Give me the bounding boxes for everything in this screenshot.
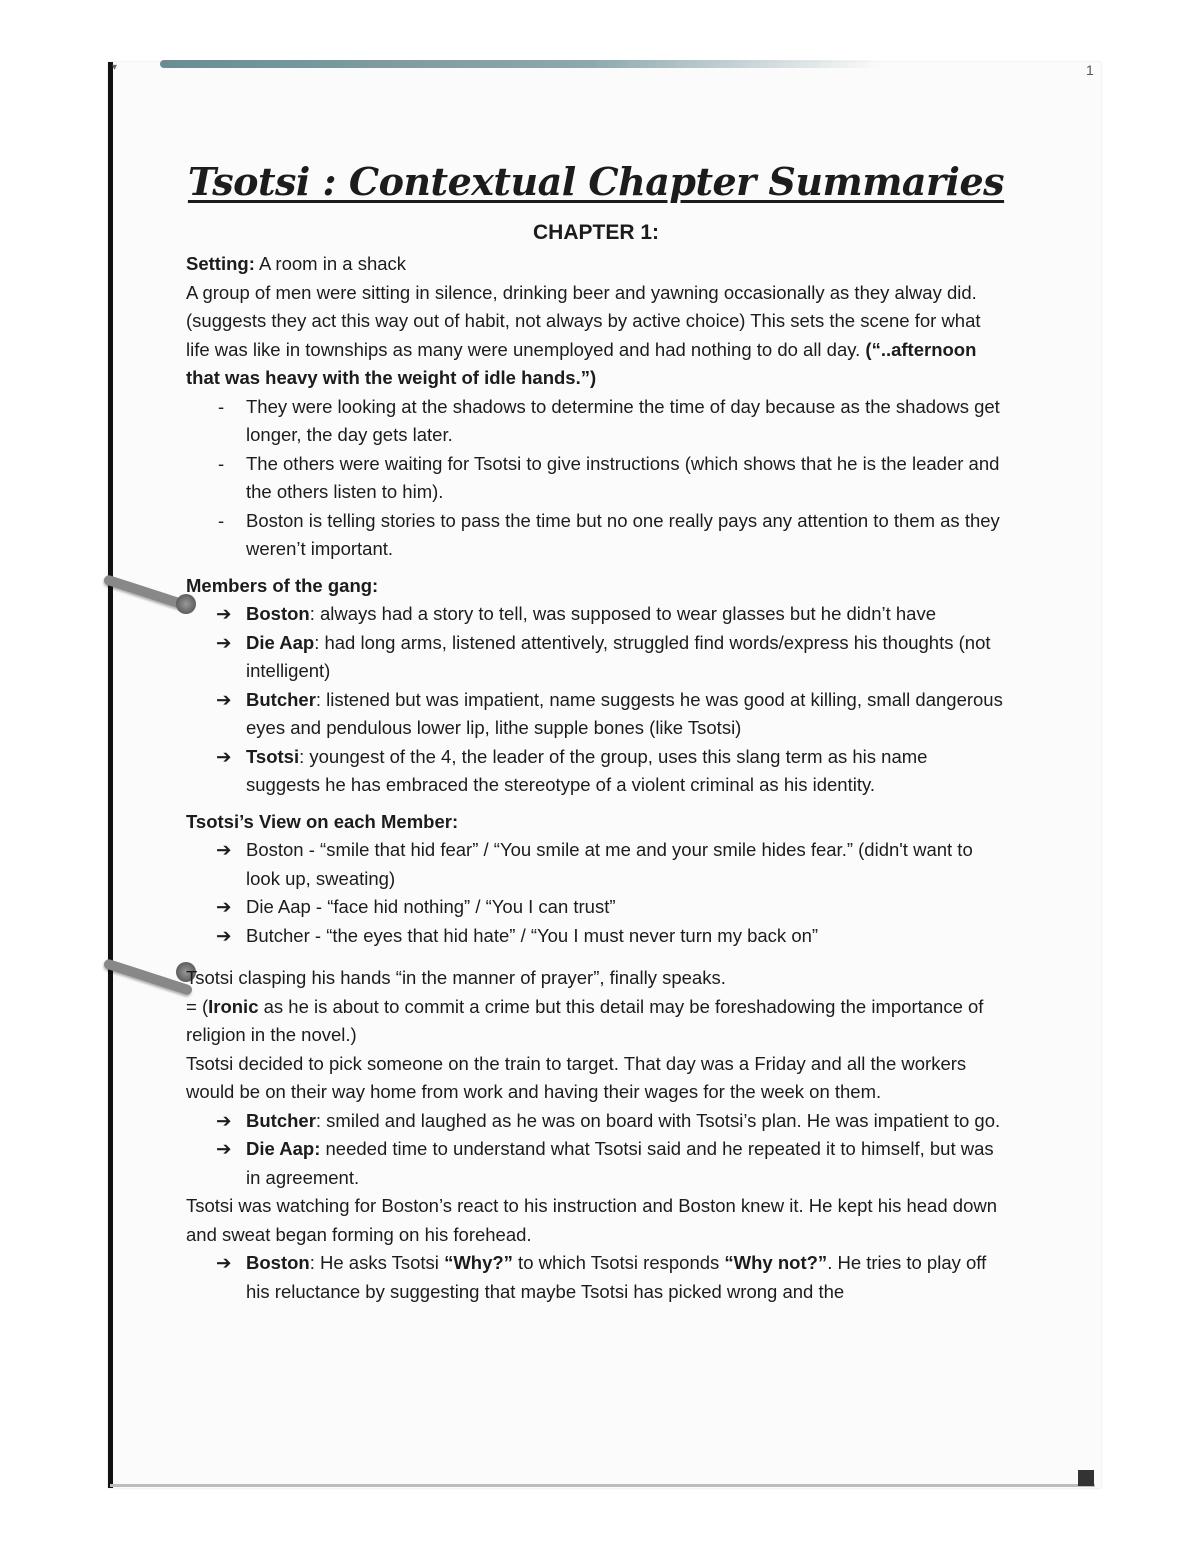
list-item: ➔ Butcher: listened but was impatient, name suggests he was good at killing, small dangerous eyes and pendulous lower lip, lithe supple bones (like Tsotsi) bbox=[186, 686, 1006, 743]
arrow-icon: ➔ bbox=[216, 839, 232, 860]
arrow-icon: ➔ bbox=[216, 1138, 232, 1159]
page-title: Tsotsi : Contextual Chapter Summaries bbox=[187, 159, 1005, 204]
list-item: ➔ Die Aap: had long arms, listened attentively, struggled find words/express his thoughts (not intelligent) bbox=[186, 629, 1006, 686]
setting-label: Setting: bbox=[186, 253, 255, 274]
arrow-icon: ➔ bbox=[216, 924, 232, 946]
views-heading: Tsotsi’s View on each Member: bbox=[186, 810, 459, 832]
bottom-edge bbox=[110, 1484, 1095, 1487]
chapter-heading: CHAPTER 1: bbox=[532, 221, 659, 244]
corner-shadow bbox=[1078, 1470, 1094, 1486]
reactions-list bbox=[186, 1107, 1006, 1193]
arrow-icon: ➔ bbox=[216, 896, 232, 917]
plan-paragraph: Tsotsi decided to pick someone on the train to target. That day was a Friday and all the workers would be on their way home from work and having their wages for the week on them. bbox=[186, 1052, 967, 1102]
list-item: ➔ Die Aap: needed time to understand what Tsotsi said and he repeated it to himself, but was in agreement. bbox=[186, 1135, 1006, 1192]
setting-line bbox=[186, 250, 1006, 279]
members-heading: Members of the gang: bbox=[186, 574, 379, 596]
document-body bbox=[186, 150, 1006, 1306]
list-item: ➔ Boston: He asks Tsotsi “Why?” to which Tsotsi responds “Why not?”. He tries to play off his reluctance by suggesting that maybe Tsotsi has picked wrong and the bbox=[186, 1249, 1006, 1306]
list-item: - They were looking at the shadows to determine the time of day because as the shadows get longer, the day gets later. bbox=[186, 393, 1006, 450]
page-number: 1 bbox=[1086, 62, 1094, 78]
members-list bbox=[186, 600, 1006, 800]
list-item: ➔ Boston - “smile that hid fear” / “You smile at me and your smile hides fear.” (didn't want to look up, sweating) bbox=[186, 836, 1006, 893]
list-item: ➔ Boston: always had a story to tell, was supposed to wear glasses but he didn’t have bbox=[186, 600, 1006, 629]
arrow-icon: ➔ bbox=[216, 1252, 232, 1273]
ironic-note: = (Ironic as he is about to commit a crime but this detail may be foreshadowing the importance of religion in the novel.) bbox=[186, 995, 984, 1045]
prayer-line: Tsotsi clasping his hands “in the manner of prayer”, finally speaks. bbox=[186, 967, 726, 988]
setting-value: A room in a shack bbox=[254, 253, 407, 274]
list-item: ➔ Tsotsi: youngest of the 4, the leader of the group, uses this slang term as his name suggests he has embraced the stereotype of a violent criminal as his identity. bbox=[186, 743, 1006, 800]
dash-icon: - bbox=[218, 452, 225, 474]
intro-paragraph bbox=[186, 279, 1006, 393]
intro-text: A group of men were sitting in silence, drinking beer and yawning occasionally as they alway did. (suggests they act this way out of habit, not always by active choice) This sets the scene for what life was like in townships as many were unemployed and had nothing to do all day. bbox=[186, 281, 981, 360]
views-list bbox=[186, 836, 1006, 950]
intro-quote: (“..afternoon that was heavy with the weight of idle hands.”) bbox=[186, 338, 977, 388]
boston-reply-list bbox=[186, 1249, 1006, 1306]
arrow-icon: ➔ bbox=[216, 1109, 232, 1131]
arrow-icon: ➔ bbox=[216, 745, 232, 767]
list-item: ➔ Butcher: smiled and laughed as he was on board with Tsotsi’s plan. He was impatient to go. bbox=[186, 1107, 1006, 1136]
list-item: - The others were waiting for Tsotsi to give instructions (which shows that he is the leader and the others listen to him). bbox=[186, 450, 1006, 507]
dash-icon: - bbox=[218, 509, 225, 531]
list-item: - Boston is telling stories to pass the time but no one really pays any attention to them as they weren’t important. bbox=[186, 507, 1006, 564]
arrow-icon: ➔ bbox=[216, 631, 232, 653]
observation-list bbox=[186, 393, 1006, 564]
spacer bbox=[186, 950, 1006, 964]
list-item: ➔ Butcher - “the eyes that hid hate” / “You I must never turn my back on” bbox=[186, 922, 1006, 951]
list-item: ➔ Die Aap - “face hid nothing” / “You I can trust” bbox=[186, 893, 1006, 922]
dash-icon: - bbox=[218, 395, 225, 417]
arrow-icon: ➔ bbox=[216, 688, 232, 710]
top-binder-strip bbox=[160, 60, 880, 68]
boston-watch-paragraph: Tsotsi was watching for Boston’s react to his instruction and Boston knew it. He kept his head down and sweat began forming on his forehead. bbox=[186, 1195, 998, 1245]
corner-mark: ▾ bbox=[112, 62, 118, 73]
arrow-icon: ➔ bbox=[216, 603, 232, 624]
